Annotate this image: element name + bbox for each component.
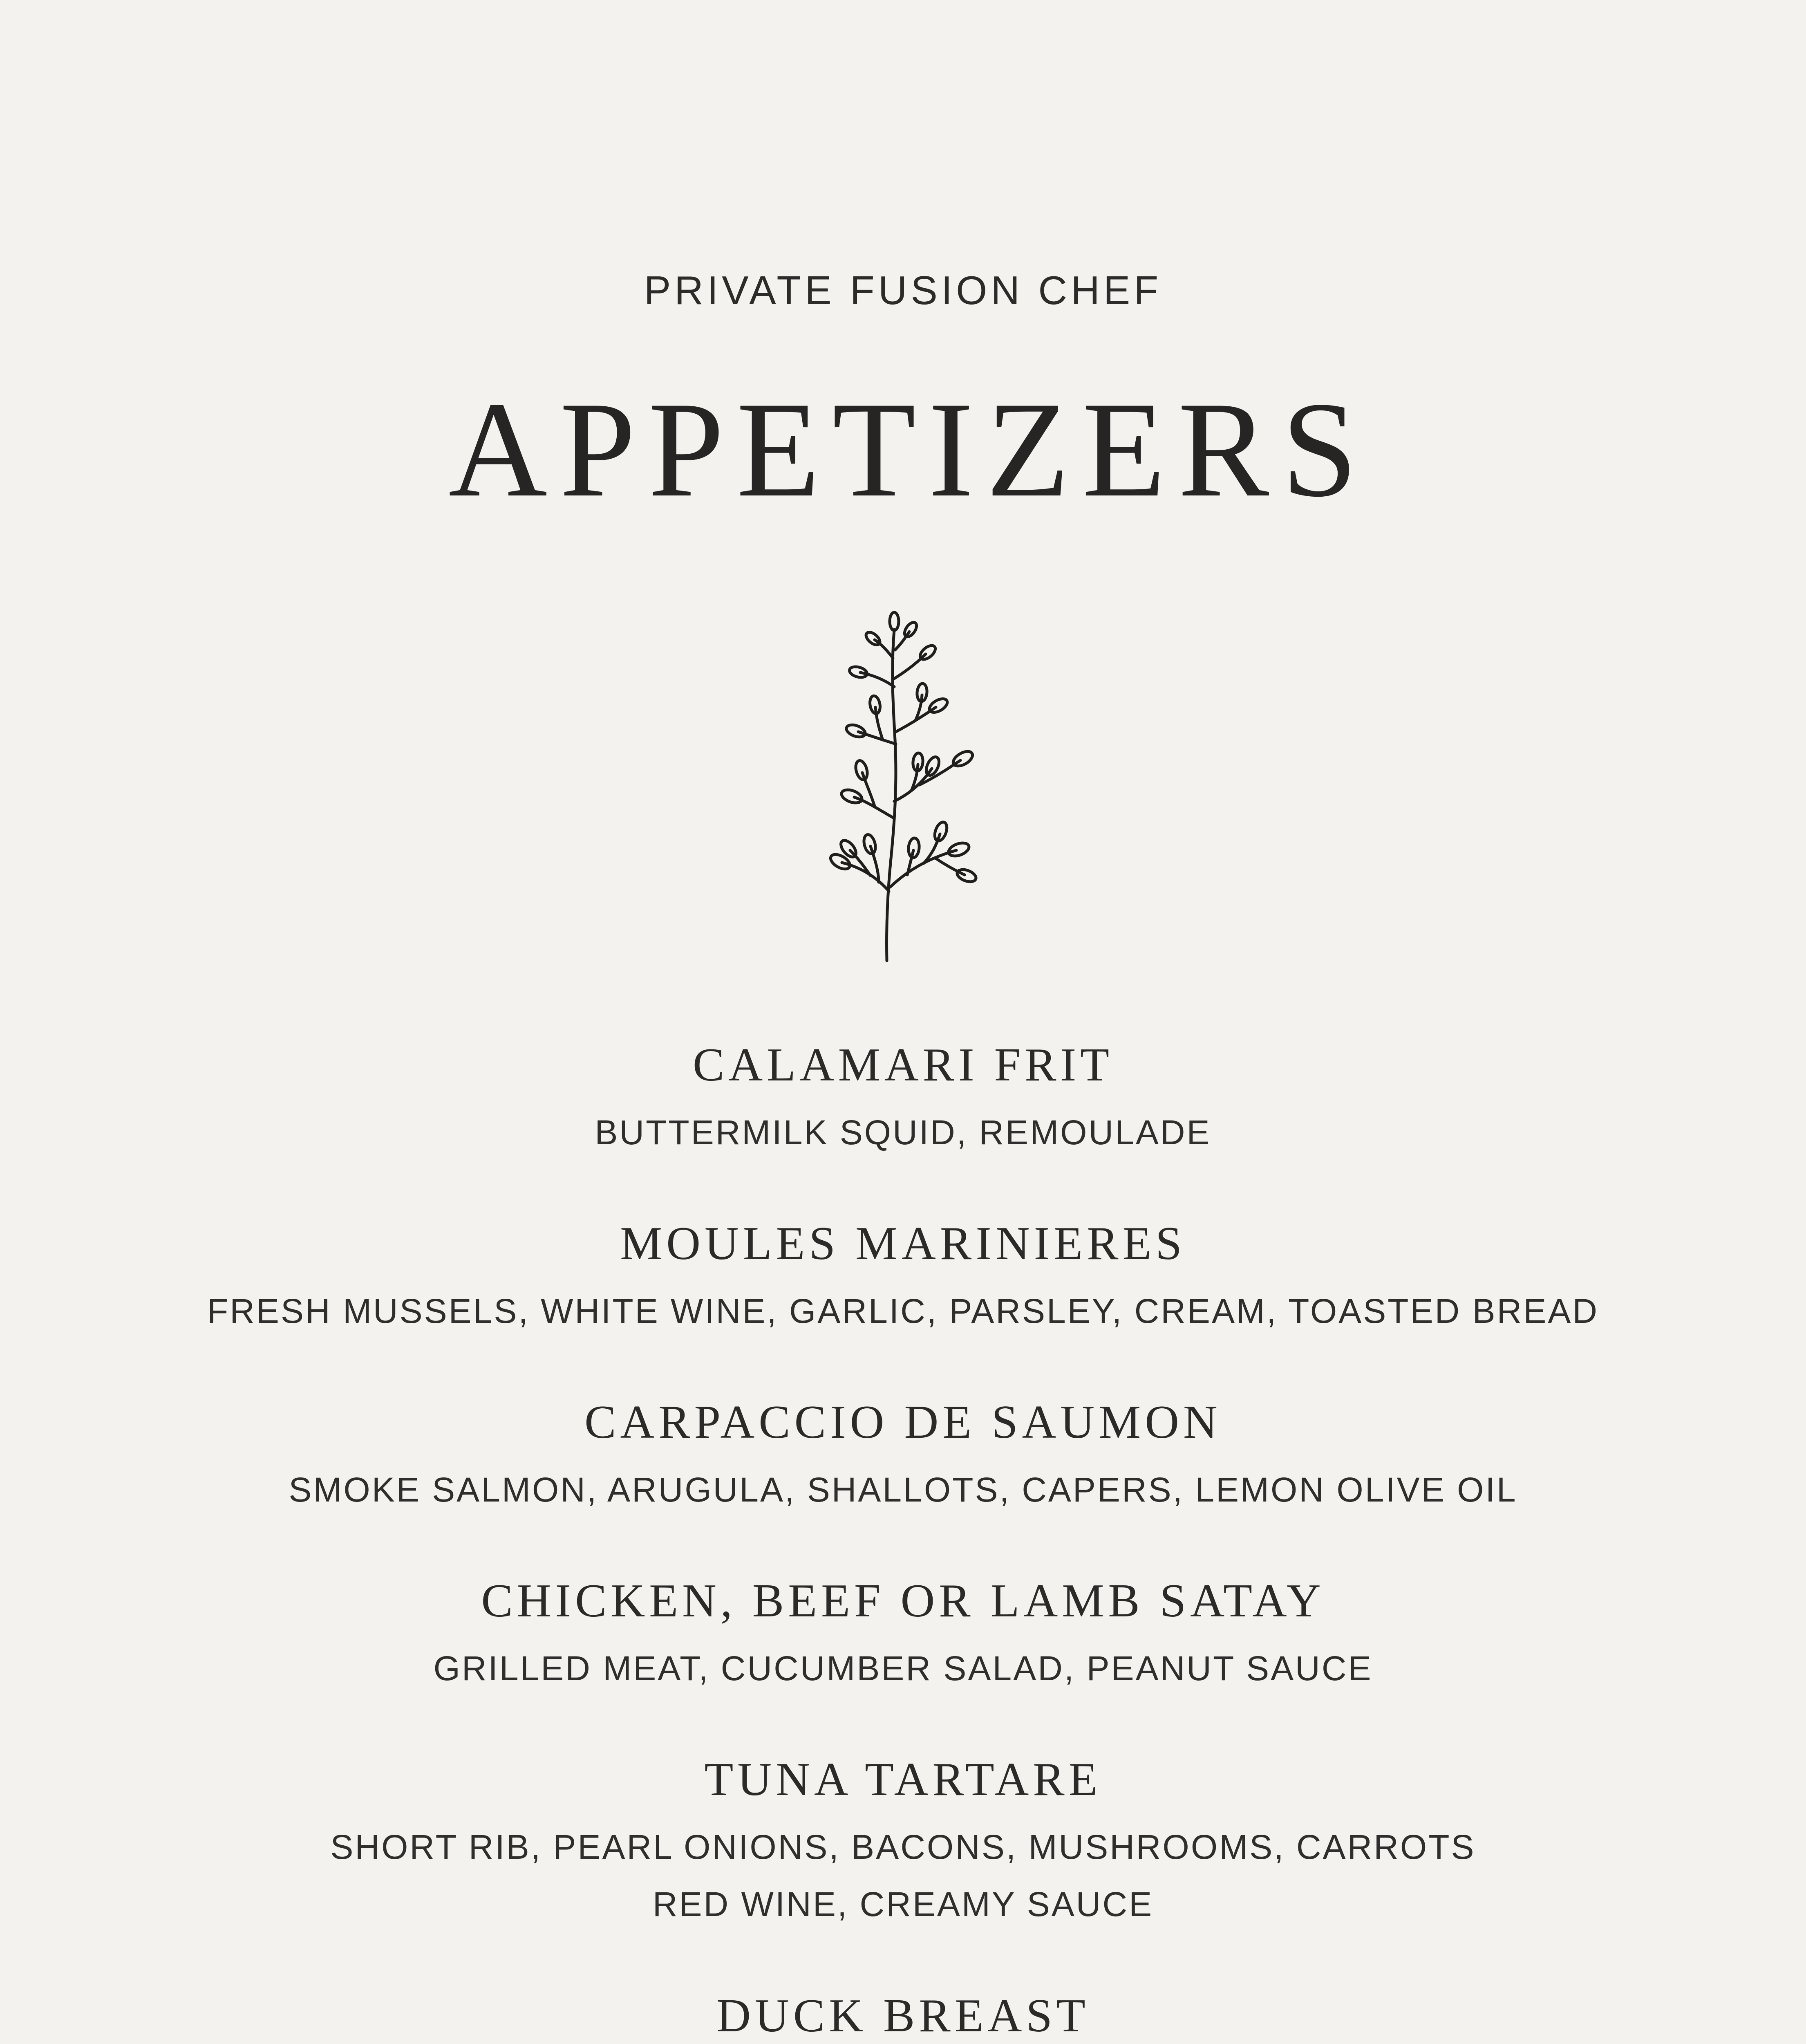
- menu-item-name: TUNA TARTARE: [704, 1753, 1102, 1806]
- menu-item: [0, 1749, 1806, 1933]
- menu-item: [0, 1985, 1806, 2044]
- menu-item-description-line-2: RED WINE, CREAMY SAUCE: [652, 1885, 1154, 1923]
- menu-item-name: DUCK BREAST: [716, 1990, 1090, 2042]
- menu-item: [0, 1570, 1806, 1697]
- menu-item-description: BUTTERMILK SQUID, REMOULADE: [595, 1113, 1211, 1152]
- chef-label: PRIVATE FUSION CHEF: [644, 268, 1162, 313]
- menu-item-description: SHORT RIB, PEARL ONIONS, BACONS, MUSHROOMS, CARROTS: [330, 1828, 1476, 1866]
- page-title: APPETIZERS: [448, 374, 1370, 525]
- menu-item-name: MOULES MARINIERES: [620, 1217, 1186, 1270]
- menu-item-name: CALAMARI FRIT: [692, 1039, 1114, 1091]
- menu-item-description: SMOKE SALMON, ARUGULA, SHALLOTS, CAPERS, LEMON OLIVE OIL: [289, 1470, 1517, 1509]
- menu-item: [0, 1213, 1806, 1340]
- botanical-sprig-icon: [826, 605, 981, 965]
- menu-item-name: CARPACCIO DE SAUMON: [584, 1396, 1222, 1448]
- menu-item-description: GRILLED MEAT, CUCUMBER SALAD, PEANUT SAUCE: [433, 1649, 1373, 1688]
- menu-item-description: FRESH MUSSELS, WHITE WINE, GARLIC, PARSLEY, CREAM, TOASTED BREAD: [207, 1292, 1599, 1330]
- menu-item-name: CHICKEN, BEEF OR LAMB SATAY: [481, 1575, 1325, 1627]
- menu-item: [0, 1392, 1806, 1518]
- menu-item: [0, 1034, 1806, 1161]
